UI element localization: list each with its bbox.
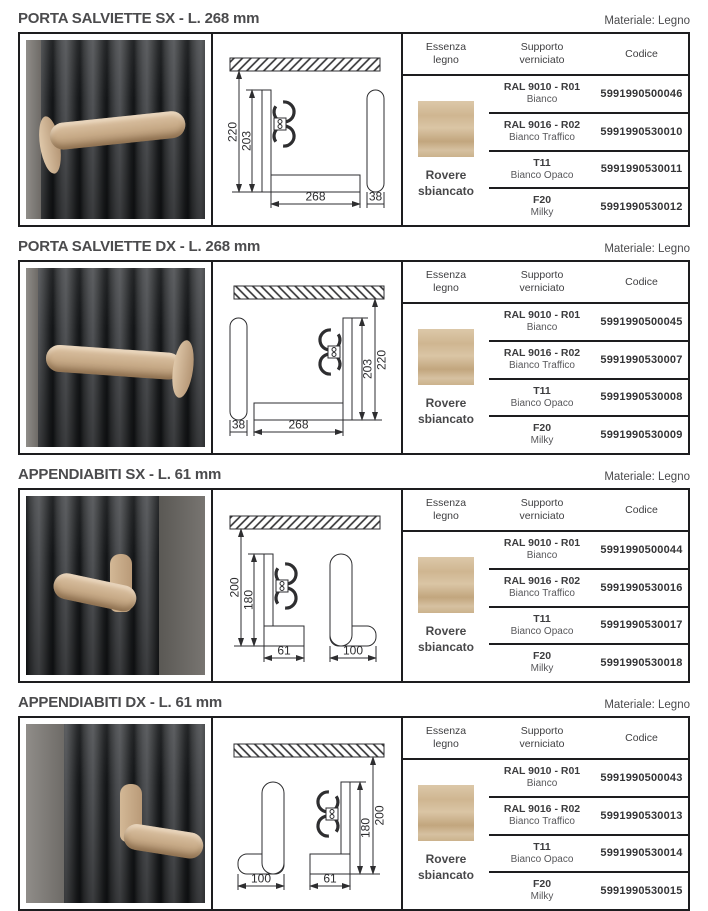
product-code: 5991990530013 bbox=[600, 809, 683, 822]
product-code: 5991990530011 bbox=[600, 163, 683, 176]
technical-drawing bbox=[214, 724, 400, 904]
product-code: 5991990500046 bbox=[600, 87, 683, 100]
dim-height-total: 220 bbox=[225, 121, 240, 142]
dim-depth: 100 bbox=[342, 643, 364, 657]
dim-height-inner: 203 bbox=[360, 358, 375, 379]
support-code: RAL 9016 - R02 bbox=[503, 802, 581, 815]
product-code: 5991990530014 bbox=[600, 847, 683, 860]
finish-rows bbox=[489, 304, 688, 453]
drawing-panel bbox=[213, 718, 403, 909]
support-code: RAL 9016 - R02 bbox=[503, 574, 581, 587]
technical-drawing bbox=[214, 40, 400, 220]
col-header-supporto: Supporto verniciato bbox=[519, 269, 565, 294]
section-header bbox=[18, 690, 690, 711]
ceiling-hatch bbox=[230, 516, 380, 529]
support-code: T11 bbox=[533, 612, 551, 625]
finish-table bbox=[403, 262, 688, 453]
support-color: Milky bbox=[530, 435, 554, 447]
product-photo bbox=[26, 40, 205, 219]
table-row bbox=[489, 568, 688, 606]
support-code: T11 bbox=[533, 384, 551, 397]
hook-side-view bbox=[262, 782, 284, 874]
rod-end-disc bbox=[169, 339, 197, 399]
table-row bbox=[489, 796, 688, 834]
dim-length: 61 bbox=[323, 871, 337, 885]
wall-plate bbox=[341, 782, 350, 854]
support-code: RAL 9010 - R01 bbox=[503, 765, 581, 778]
photo-panel bbox=[20, 490, 213, 681]
section-box bbox=[18, 32, 690, 227]
product-code: 5991990530007 bbox=[600, 353, 683, 366]
support-color: Milky bbox=[530, 663, 554, 675]
support-code: F20 bbox=[532, 878, 552, 891]
support-color: Milky bbox=[530, 207, 554, 219]
wood-swatch bbox=[418, 557, 474, 613]
col-header-codice: Codice bbox=[625, 47, 658, 60]
dim-height-inner: 180 bbox=[358, 817, 373, 838]
sections-root bbox=[18, 6, 690, 911]
wooden-rod bbox=[49, 110, 187, 151]
table-row bbox=[489, 871, 688, 909]
ceiling-hatch bbox=[230, 58, 380, 71]
material-label: Materiale: Legno bbox=[604, 15, 690, 27]
dim-height-total: 200 bbox=[372, 804, 387, 826]
product-code: 5991990530018 bbox=[600, 657, 683, 670]
section-header bbox=[18, 234, 690, 255]
support-color: Milky bbox=[530, 891, 554, 903]
hook-side-view bbox=[330, 554, 352, 646]
dim-height-total: 220 bbox=[374, 349, 389, 370]
drawing-panel bbox=[213, 262, 403, 453]
product-code: 5991990500044 bbox=[600, 543, 683, 556]
support-code: RAL 9016 - R02 bbox=[503, 118, 581, 131]
col-header-essenza: Essenza legno bbox=[425, 725, 467, 750]
finish-rows bbox=[489, 760, 688, 909]
table-row bbox=[489, 643, 688, 681]
wood-swatch bbox=[418, 329, 474, 385]
material-label: Materiale: Legno bbox=[604, 471, 690, 483]
dim-length: 61 bbox=[277, 643, 291, 657]
wooden-rod bbox=[45, 344, 183, 380]
table-body bbox=[403, 304, 688, 453]
product-section bbox=[18, 462, 690, 683]
photo-panel bbox=[20, 718, 213, 909]
section-box bbox=[18, 488, 690, 683]
product-section bbox=[18, 234, 690, 455]
support-color: Bianco Opaco bbox=[510, 397, 574, 409]
product-section bbox=[18, 690, 690, 911]
finish-table bbox=[403, 490, 688, 681]
essence-name: Rovere sbiancato bbox=[417, 624, 474, 654]
support-color: Bianco Opaco bbox=[510, 169, 574, 181]
section-title: APPENDIABITI SX - L. 61 mm bbox=[18, 466, 222, 483]
essence-name: Rovere sbiancato bbox=[417, 396, 474, 426]
col-header-essenza: Essenza legno bbox=[425, 41, 467, 66]
product-code: 5991990530016 bbox=[600, 581, 683, 594]
product-photo bbox=[26, 496, 205, 675]
wood-swatch bbox=[418, 101, 474, 157]
support-color: Bianco bbox=[526, 778, 558, 790]
support-code: RAL 9010 - R01 bbox=[503, 537, 581, 550]
ceiling-hatch bbox=[234, 286, 384, 299]
dim-depth: 38 bbox=[231, 417, 246, 431]
wood-swatch bbox=[418, 785, 474, 841]
support-code: RAL 9016 - R02 bbox=[503, 346, 581, 359]
support-color: Bianco Traffico bbox=[509, 131, 575, 143]
wall-plate bbox=[343, 318, 352, 420]
product-code: 5991990500043 bbox=[600, 771, 683, 784]
section-box bbox=[18, 260, 690, 455]
col-header-supporto: Supporto verniciato bbox=[519, 497, 565, 522]
photo-panel bbox=[20, 34, 213, 225]
table-body bbox=[403, 76, 688, 225]
section-title: PORTA SALVIETTE DX - L. 268 mm bbox=[18, 238, 261, 255]
product-code: 5991990530015 bbox=[600, 885, 683, 898]
drawing-panel bbox=[213, 34, 403, 225]
support-code: T11 bbox=[533, 156, 551, 169]
col-header-essenza: Essenza legno bbox=[425, 269, 467, 294]
table-row bbox=[489, 834, 688, 872]
col-header-essenza: Essenza legno bbox=[425, 497, 467, 522]
essence-name: Rovere sbiancato bbox=[417, 852, 474, 882]
table-row bbox=[489, 340, 688, 378]
table-row bbox=[489, 304, 688, 340]
product-code: 5991990530008 bbox=[600, 391, 683, 404]
dim-depth: 100 bbox=[250, 871, 272, 885]
table-row bbox=[489, 112, 688, 150]
table-body bbox=[403, 532, 688, 681]
wall-plate bbox=[262, 90, 271, 192]
support-color: Bianco Traffico bbox=[509, 359, 575, 371]
finish-table bbox=[403, 34, 688, 225]
table-row bbox=[489, 415, 688, 453]
table-row bbox=[489, 76, 688, 112]
support-color: Bianco Opaco bbox=[510, 625, 574, 637]
col-header-codice: Codice bbox=[625, 731, 658, 744]
support-color: Bianco bbox=[526, 550, 558, 562]
support-color: Bianco Traffico bbox=[509, 815, 575, 827]
table-body bbox=[403, 760, 688, 909]
wall-strip bbox=[159, 496, 205, 675]
product-code: 5991990530010 bbox=[600, 125, 683, 138]
drawing-panel bbox=[213, 490, 403, 681]
support-color: Bianco Opaco bbox=[510, 853, 574, 865]
support-color: Bianco bbox=[526, 94, 558, 106]
wall-strip bbox=[26, 268, 38, 447]
table-header-row bbox=[403, 490, 688, 532]
col-header-codice: Codice bbox=[625, 503, 658, 516]
table-row bbox=[489, 378, 688, 416]
table-row bbox=[489, 150, 688, 188]
support-code: T11 bbox=[533, 840, 551, 853]
essenza-cell bbox=[403, 76, 489, 225]
finish-rows bbox=[489, 76, 688, 225]
essenza-cell bbox=[403, 304, 489, 453]
essenza-cell bbox=[403, 532, 489, 681]
rod-side-view bbox=[367, 90, 384, 192]
dim-height-inner: 203 bbox=[239, 130, 254, 151]
support-code: RAL 9010 - R01 bbox=[503, 309, 581, 322]
support-code: F20 bbox=[532, 650, 552, 663]
support-code: F20 bbox=[532, 194, 552, 207]
product-code: 5991990530017 bbox=[600, 619, 683, 632]
product-code: 5991990500045 bbox=[600, 315, 683, 328]
section-title: PORTA SALVIETTE SX - L. 268 mm bbox=[18, 10, 260, 27]
rod-side-view bbox=[230, 318, 247, 420]
support-color: Bianco Traffico bbox=[509, 587, 575, 599]
product-code: 5991990530009 bbox=[600, 429, 683, 442]
table-row bbox=[489, 606, 688, 644]
col-header-supporto: Supporto verniciato bbox=[519, 725, 565, 750]
col-header-supporto: Supporto verniciato bbox=[519, 41, 565, 66]
ceiling-hatch bbox=[234, 744, 384, 757]
section-header bbox=[18, 462, 690, 483]
dim-depth: 38 bbox=[368, 189, 383, 203]
product-photo bbox=[26, 268, 205, 447]
photo-panel bbox=[20, 262, 213, 453]
essence-name: Rovere sbiancato bbox=[417, 168, 474, 198]
table-header-row bbox=[403, 34, 688, 76]
support-color: Bianco bbox=[526, 322, 558, 334]
table-header-row bbox=[403, 718, 688, 760]
technical-drawing bbox=[214, 268, 400, 448]
product-photo bbox=[26, 724, 205, 903]
dim-height-inner: 180 bbox=[241, 589, 256, 610]
section-header bbox=[18, 6, 690, 27]
hook-arm bbox=[122, 822, 205, 860]
table-row bbox=[489, 187, 688, 225]
essenza-cell bbox=[403, 760, 489, 909]
section-box bbox=[18, 716, 690, 911]
section-title: APPENDIABITI DX - L. 61 mm bbox=[18, 694, 223, 711]
dim-length: 268 bbox=[305, 189, 326, 203]
finish-table bbox=[403, 718, 688, 909]
product-section bbox=[18, 6, 690, 227]
support-code: RAL 9010 - R01 bbox=[503, 81, 581, 94]
wall-strip bbox=[26, 724, 64, 903]
support-code: F20 bbox=[532, 422, 552, 435]
finish-rows bbox=[489, 532, 688, 681]
wall-plate bbox=[264, 554, 273, 626]
technical-drawing bbox=[214, 496, 400, 676]
col-header-codice: Codice bbox=[625, 275, 658, 288]
dim-length: 268 bbox=[288, 417, 309, 431]
material-label: Materiale: Legno bbox=[604, 699, 690, 711]
table-header-row bbox=[403, 262, 688, 304]
table-row bbox=[489, 532, 688, 568]
dim-height-total: 200 bbox=[227, 576, 242, 598]
table-row bbox=[489, 760, 688, 796]
material-label: Materiale: Legno bbox=[604, 243, 690, 255]
product-code: 5991990530012 bbox=[600, 201, 683, 214]
